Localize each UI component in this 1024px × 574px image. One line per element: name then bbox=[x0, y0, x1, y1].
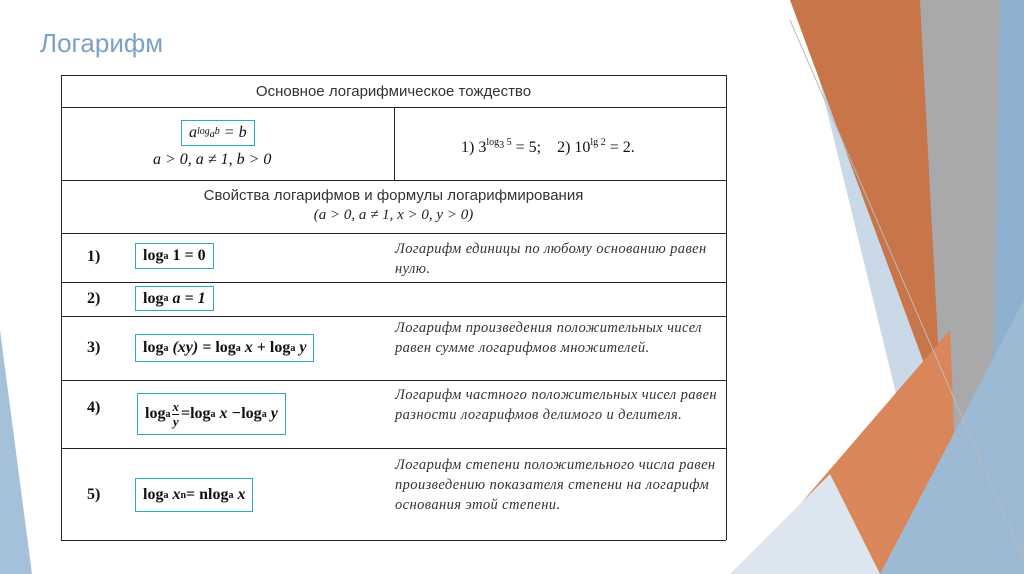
formula-2: log a a = 1 bbox=[135, 286, 214, 311]
formula-3: log a (xy) = log a x + log a y bbox=[135, 334, 314, 362]
table-line bbox=[61, 540, 726, 541]
examples: 1) $3^{log_3 5} = 5$; 2) $10^{lg 2} = 2$. bbox=[461, 137, 635, 156]
identity-formula: a $\log_ab$ = b bbox=[181, 120, 255, 146]
identity-equals: = b bbox=[223, 124, 247, 141]
table-line bbox=[61, 380, 726, 381]
identity-base: a bbox=[189, 124, 197, 141]
table-line bbox=[726, 75, 727, 540]
row-number: 2) bbox=[87, 290, 101, 307]
formula-1: log a 1 = 0 bbox=[135, 243, 214, 269]
header-properties-conditions: (a > 0, a ≠ 1, x > 0, y > 0) bbox=[313, 207, 474, 223]
slide-title: Логарифм bbox=[40, 28, 164, 58]
table-line bbox=[61, 75, 726, 76]
row-number: 1) bbox=[87, 248, 101, 265]
table-line bbox=[61, 282, 726, 283]
row-number: 4) bbox=[87, 399, 101, 416]
deco-right-orange bbox=[790, 0, 945, 420]
identity-conditions: a > 0, a ≠ 1, b > 0 bbox=[153, 151, 272, 168]
fraction: $\frac{x}{y}$ bbox=[172, 398, 179, 429]
header-identity: Основное логарифмическое тождество bbox=[255, 83, 532, 100]
row-number: 5) bbox=[87, 486, 101, 503]
header-properties: Свойства логарифмов и формулы логарифмирования bbox=[203, 187, 584, 204]
table-line bbox=[61, 316, 726, 317]
row-description: Логарифм произведения положительных чисел равен сумме логарифмов множителей. bbox=[395, 320, 702, 356]
deco-left-blue-sliver bbox=[0, 330, 32, 574]
formula-4: log a $\frac{x}{y}$ = log a x − log a y bbox=[137, 393, 286, 435]
table-line bbox=[61, 448, 726, 449]
table-line bbox=[61, 180, 726, 181]
table-line bbox=[61, 233, 726, 234]
row-description: Логарифм единицы по любому основанию равен нулю. bbox=[395, 241, 707, 277]
row-number: 3) bbox=[87, 339, 101, 356]
table-line bbox=[61, 75, 62, 540]
logarithm-table bbox=[61, 75, 726, 540]
row-description: Логарифм степени положительного числа равен произведению показателя степени на логарифм основания этой степени. bbox=[395, 457, 716, 513]
table-line bbox=[394, 107, 395, 180]
row-description: Логарифм частного положительных чисел равен разности логарифмов делимого и делителя. bbox=[395, 387, 718, 423]
formula-5: log a x n = n log a x bbox=[135, 478, 253, 512]
